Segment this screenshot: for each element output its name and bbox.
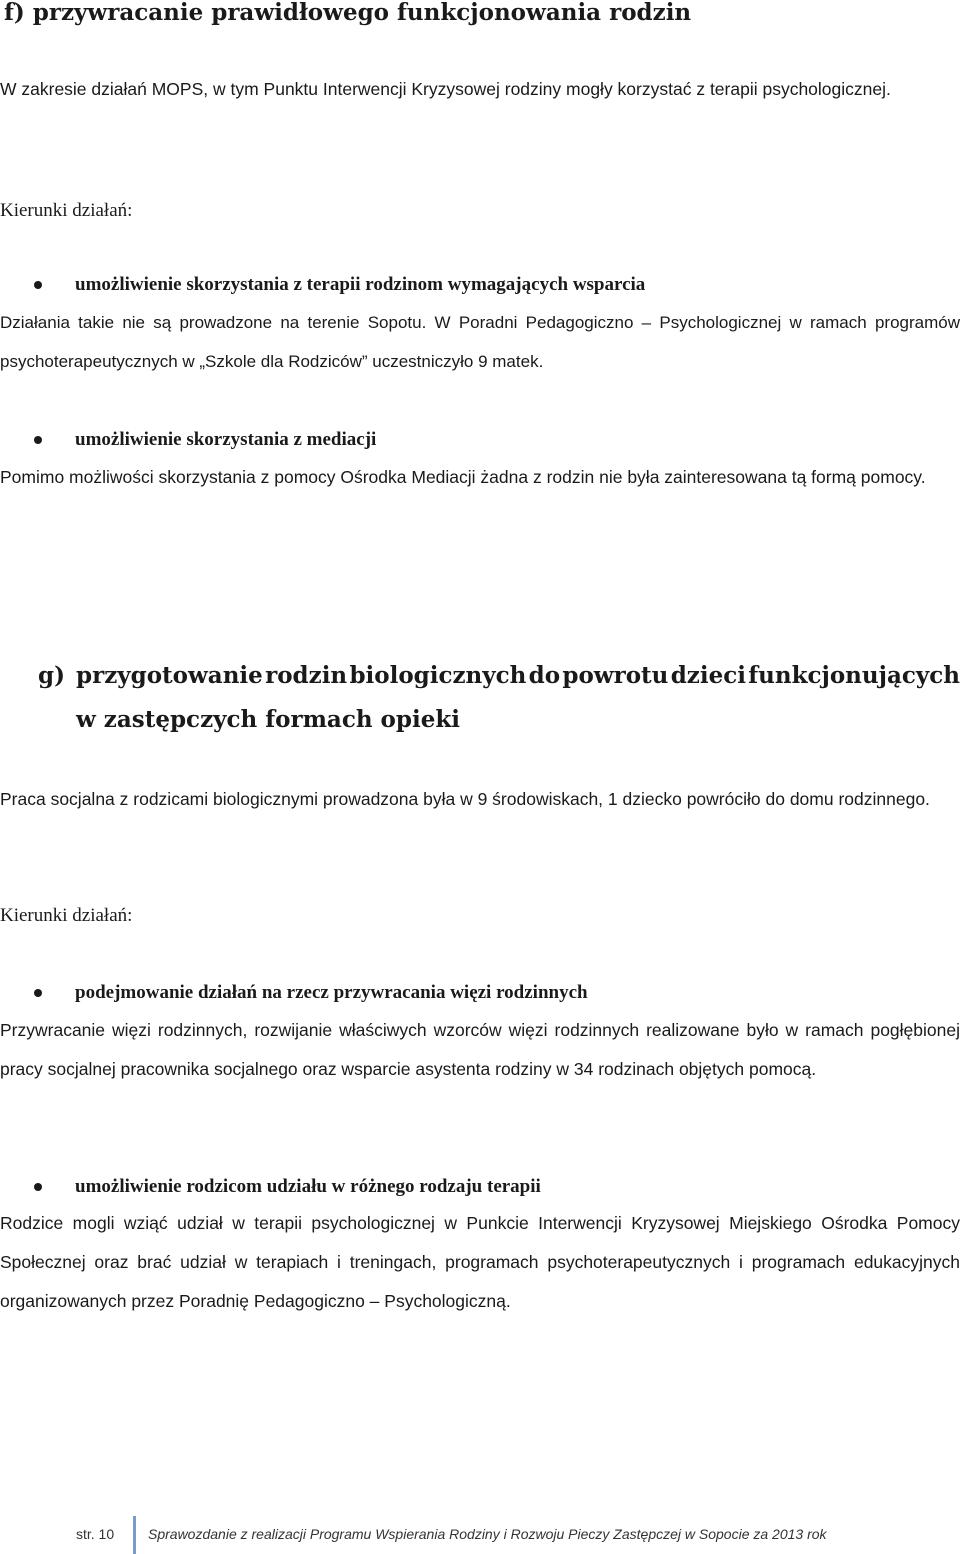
section-g-bullet-2 [0, 1174, 960, 1200]
bullet-title: umożliwienie rodzicom udziału w różnego rodzaju terapii [75, 1176, 541, 1197]
section-f-intro: W zakresie działań MOPS, w tym Punktu Interwencji Kryzysowej rodziny mogły korzystać z terapii psychologicznej. [0, 79, 891, 99]
heading-word: dzieci [670, 661, 746, 689]
footer-title: Sprawozdanie z realizacji Programu Wspierania Rodziny i Rozwoju Pieczy Zastępczej w Sopocie za 2013 rok [148, 1526, 827, 1542]
bullet-icon [34, 436, 42, 444]
section-g-intro: Praca socjalna z rodzicami biologicznymi prowadzona była w 9 środowiskach, 1 dziecko powróciło do domu rodzinnego. [0, 789, 930, 809]
bullet-title: podejmowanie działań na rzecz przywracania więzi rodzinnych [75, 982, 588, 1003]
section-f-bullet-2 [0, 427, 960, 453]
bullet-icon [34, 1183, 42, 1191]
heading-word: powrotu [562, 661, 669, 689]
section-g-bullet-2-text: Rodzice mogli wziąć udział w terapii psychologicznej w Punkcie Interwencji Kryzysowej Miejskiego Ośrodka Pomocy Społecznej oraz brać udział w terapiach i treningach, programach psychoterapeutycznych i programach edukacyjnych organizowanych przez Poradnię Pedagogiczno – Psychologiczną. [0, 1213, 960, 1311]
bullet-title: umożliwienie skorzystania z mediacji [75, 429, 377, 450]
bullet-icon [34, 989, 42, 997]
heading-word: funkcjonujących [748, 661, 960, 689]
heading-word: przygotowanie [76, 661, 263, 689]
section-g-heading-line2: w zastępczych formach opieki [76, 705, 461, 733]
section-g-directions-label: Kierunki działań: [0, 905, 133, 926]
bullet-icon [34, 281, 42, 289]
section-g-marker: g) [38, 661, 65, 689]
section-f-bullet-1 [0, 272, 960, 298]
heading-word: do [528, 661, 561, 689]
section-g-heading [38, 660, 960, 734]
section-f-bullet-2-text: Pomimo możliwości skorzystania z pomocy Ośrodka Mediacji żadna z rodzin nie była zainteresowana tą formą pomocy. [0, 467, 926, 487]
section-f-bullet-1-text: Działania takie nie są prowadzone na terenie Sopotu. W Poradni Pedagogiczno – Psychologicznej w ramach programów psychoterapeutycznych w „Szkole dla Rodziców” uczestniczyło 9 matek. [0, 313, 960, 371]
bullet-title: umożliwienie skorzystania z terapii rodzinom wymagających wsparcia [75, 274, 646, 295]
heading-word: biologicznych [349, 661, 527, 689]
page-number: str. 10 [76, 1526, 115, 1542]
footer-divider [133, 1516, 136, 1554]
section-f-heading: f) przywracanie prawidłowego funkcjonowania rodzin [4, 0, 692, 26]
section-g-bullet-1 [0, 980, 960, 1006]
section-f-directions-label: Kierunki działań: [0, 200, 133, 221]
section-g-bullet-1-text: Przywracanie więzi rodzinnych, rozwijanie właściwych wzorców więzi rodzinnych realizowane było w ramach pogłębionej pracy socjalnej pracownika socjalnego oraz wsparcie asystenta rodziny w 34 rodzinach objętych pomocą. [0, 1020, 960, 1079]
page-footer [0, 1508, 960, 1554]
heading-word: rodzin [265, 661, 348, 689]
